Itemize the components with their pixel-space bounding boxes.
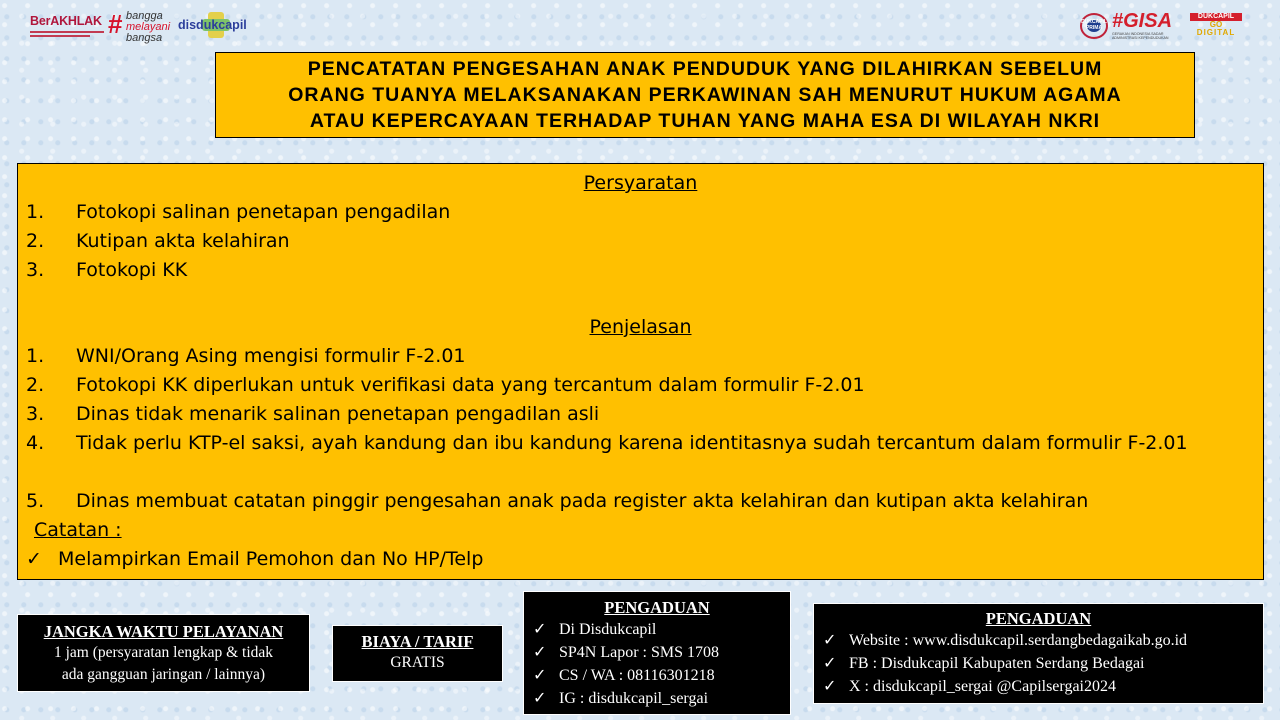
list-text: Fotokopi KK <box>76 259 188 281</box>
pengaduan-text: Website : www.disdukcapil.serdangbedagaikab.go.id <box>849 632 1188 649</box>
pengaduan-text: CS / WA : 08116301218 <box>559 667 715 684</box>
title-line-3: ATAU KEPERCAYAAN TERHADAP TUHAN YANG MAHA ESA DI WILAYAH NKRI <box>309 110 1101 132</box>
pengaduan-text: Di Disdukcapil <box>559 621 657 638</box>
pengaduan-item <box>823 629 1263 652</box>
berakhlak-text: BerAKHLAK <box>30 14 102 28</box>
disdukcapil-text: disdukcapil <box>178 18 247 32</box>
bangsa-text: bangsa <box>126 32 163 44</box>
list-text: Fotokopi salinan penetapan pengadilan <box>76 201 451 223</box>
gisa-subtitle: GERAKAN INDONESIA SADAR ADMINISTRASI KEPENDUDUKAN <box>1112 32 1169 40</box>
pengaduan-heading: PENGADUAN <box>985 609 1092 628</box>
pengaduan-box-2 <box>813 603 1264 704</box>
penjelasan-heading: Penjelasan <box>589 316 692 338</box>
disdukcapil-logo <box>178 10 270 40</box>
check-icon: ✓ <box>533 667 547 684</box>
dukcapil-prima-logo <box>1079 12 1109 40</box>
persyaratan-heading: Persyaratan <box>583 172 698 194</box>
pengaduan-text: FB : Disdukcapil Kabupaten Serdang Bedagai <box>849 655 1145 672</box>
go-digital-logo <box>1190 13 1242 37</box>
list-number: 3. <box>26 259 45 281</box>
gisa-text: #GISA <box>1112 10 1173 32</box>
list-number: 2. <box>26 230 45 252</box>
biaya-heading: BIAYA / TARIF <box>361 632 474 651</box>
pengaduan-text: SP4N Lapor : SMS 1708 <box>559 644 720 661</box>
list-number: 1. <box>26 201 45 223</box>
check-icon: ✓ <box>823 632 837 649</box>
title-box <box>215 52 1195 138</box>
title-line-1: PENCATATAN PENGESAHAN ANAK PENDUDUK YANG DILAHIRKAN SEBELUM <box>307 58 1103 80</box>
list-text: Fotokopi KK diperlukan untuk verifikasi data yang tercantum dalam formulir F-2.01 <box>76 374 865 396</box>
pengaduan-heading: PENGADUAN <box>604 598 710 617</box>
jangka-waktu-box <box>17 614 310 692</box>
main-content-box <box>17 163 1264 580</box>
jangka-waktu-heading: JANGKA WAKTU PELAYANAN <box>43 622 284 641</box>
go-digital-dukcapil-text: DUKCAPIL <box>1190 13 1242 21</box>
list-text: Dinas tidak menarik salinan penetapan pengadilan asli <box>76 403 600 425</box>
list-number: 4. <box>26 432 45 454</box>
prima-text: DUKCAPIL PRIMA <box>1081 19 1107 31</box>
list-number: 1. <box>26 345 45 367</box>
jangka-waktu-line-1: 1 jam (persyaratan lengkap & tidak <box>53 644 274 661</box>
pengaduan-item <box>533 641 790 664</box>
pengaduan-box-1 <box>523 591 791 715</box>
hashtag-icon: # <box>108 9 123 39</box>
jangka-waktu-line-2: ada gangguan jaringan / lainnya) <box>61 666 266 683</box>
list-number: 2. <box>26 374 45 396</box>
go-digital-go-text: GO <box>1209 20 1223 29</box>
list-text: Kutipan akta kelahiran <box>76 230 290 252</box>
pengaduan-item <box>823 652 1263 675</box>
pengaduan-text: IG : disdukcapil_sergai <box>559 690 709 707</box>
pengaduan-text: X : disdukcapil_sergai @Capilsergai2024 <box>849 678 1116 695</box>
list-text: Melampirkan Email Pemohon dan No HP/Telp <box>58 548 484 570</box>
list-text: WNI/Orang Asing mengisi formulir F-2.01 <box>76 345 466 367</box>
check-icon: ✓ <box>823 655 837 672</box>
biaya-box <box>332 625 503 682</box>
check-icon: ✓ <box>533 690 547 707</box>
catatan-heading: Catatan : <box>34 519 122 541</box>
list-text: Dinas membuat catatan pinggir pengesahan anak pada register akta kelahiran dan kutipan akta kelahiran <box>76 490 1089 512</box>
pengaduan-item <box>533 618 790 641</box>
check-icon: ✓ <box>533 621 547 638</box>
bangga-text: bangga <box>126 10 163 22</box>
berakhlak-logo <box>30 14 104 37</box>
check-icon: ✓ <box>26 548 42 570</box>
list-number: 3. <box>26 403 45 425</box>
pengaduan-item <box>823 675 1263 698</box>
list-number: 5. <box>26 490 45 512</box>
gisa-logo <box>1112 10 1180 40</box>
biaya-value: GRATIS <box>390 654 445 671</box>
check-icon: ✓ <box>533 644 547 661</box>
check-icon: ✓ <box>823 678 837 695</box>
title-line-2: ORANG TUANYA MELAKSANAKAN PERKAWINAN SAH MENURUT HUKUM AGAMA <box>288 84 1122 106</box>
pengaduan-item <box>533 687 790 710</box>
pengaduan-item <box>533 664 790 687</box>
go-digital-digital-text: DIGITAL <box>1196 28 1236 37</box>
list-text: Tidak perlu KTP-el saksi, ayah kandung dan ibu kandung karena identitasnya sudah tercantum dalam formulir F-2.01 <box>76 432 1188 454</box>
melayani-text: melayani <box>126 21 171 33</box>
